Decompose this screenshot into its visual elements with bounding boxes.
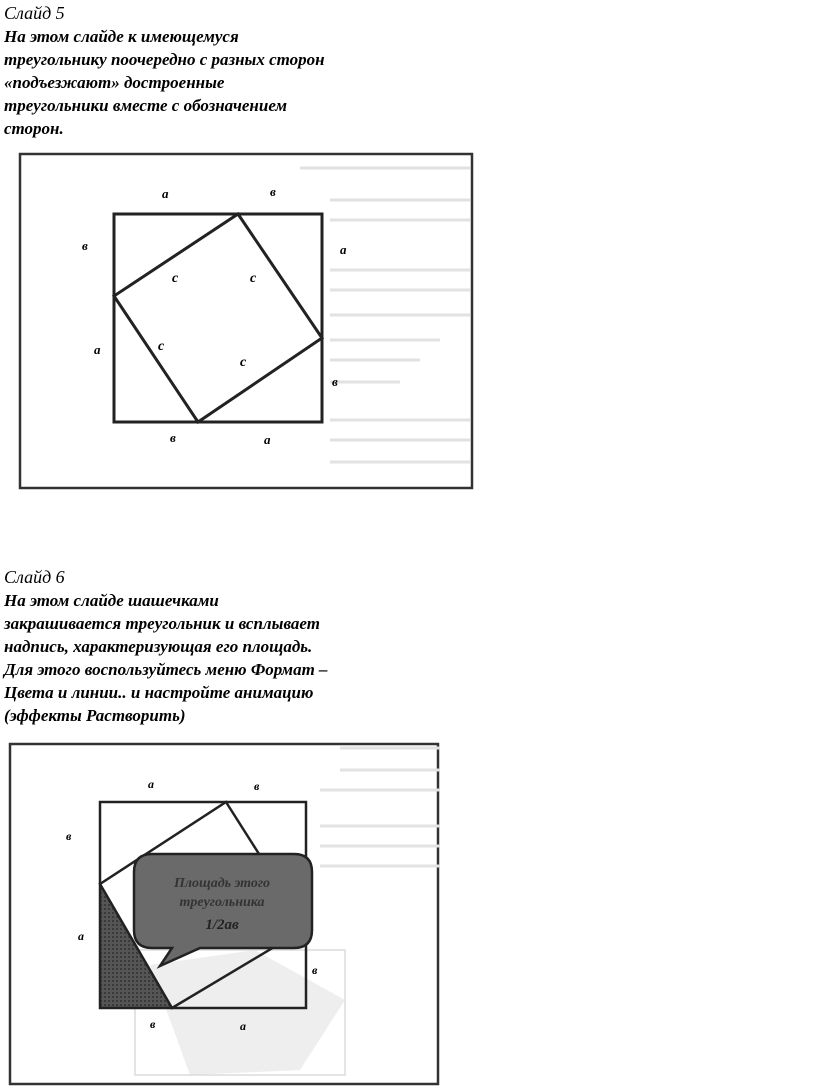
slide5-line-1: На этом слайде к имеющемуся — [4, 27, 239, 46]
slide5-label-bottom-b: в — [170, 430, 176, 445]
slide6-line-1: На этом слайде шашечками — [4, 591, 219, 610]
slide5-label-right-b: в — [332, 374, 338, 389]
slide6-line-3: надпись, характеризующая его площадь. — [4, 637, 313, 656]
slide5-frame — [20, 154, 472, 488]
slide6-label-bottom-a: а — [240, 1019, 246, 1033]
slide6-label-bottom-b: в — [150, 1017, 156, 1031]
slide6-figure — [0, 740, 460, 1086]
slide6-label-left-a: а — [78, 929, 84, 943]
slide5-line-3: «подъезжают» достроенные — [4, 73, 225, 92]
slide6-label-top-b: в — [254, 779, 260, 793]
slide6-line-4: Для этого воспользуйтесь меню Формат – — [4, 660, 328, 679]
slide5-label-c2: с — [250, 271, 257, 286]
slide5-label-c4: с — [240, 355, 247, 370]
slide5-title: Слайд 5 — [4, 3, 65, 23]
slide5-label-right-a: а — [340, 242, 347, 257]
slide5-text-block — [4, 2, 404, 140]
slide5-label-c3: с — [158, 339, 165, 354]
slide5-line-4: треугольники вместе с обозначением — [4, 96, 288, 115]
slide6-line-6: (эффекты Растворить) — [4, 706, 186, 725]
slide6-callout-line-3: 1/2ав — [205, 917, 239, 933]
slide5-line-5: сторон. — [4, 119, 64, 138]
slide6-line-2: закрашивается треугольник и всплывает — [4, 614, 320, 633]
slide6-text-block — [4, 566, 404, 727]
slide5-label-left-b: в — [82, 238, 88, 253]
slide6-label-right-b: в — [312, 963, 318, 977]
slide5-label-top-b: в — [270, 184, 276, 199]
slide6-line-5: Цвета и линии.. и настройте анимацию — [4, 683, 314, 702]
slide6-title: Слайд 6 — [4, 567, 65, 587]
slide6-callout-bubble — [134, 854, 312, 966]
slide6-label-left-b: в — [66, 829, 72, 843]
slide5-label-c1: с — [172, 271, 179, 286]
slide5-label-top-a: а — [162, 186, 169, 201]
slide5-label-left-a: а — [94, 342, 101, 357]
slide6-label-top-a: а — [148, 777, 154, 791]
slide5-label-bottom-a: а — [264, 432, 271, 447]
slide6-callout-line-2: треугольника — [179, 895, 265, 910]
slide5-line-2: треугольнику поочередно с разных сторон — [4, 50, 325, 69]
slide5-figure — [0, 150, 480, 495]
slide6-callout-line-1: Площадь этого — [173, 876, 271, 891]
